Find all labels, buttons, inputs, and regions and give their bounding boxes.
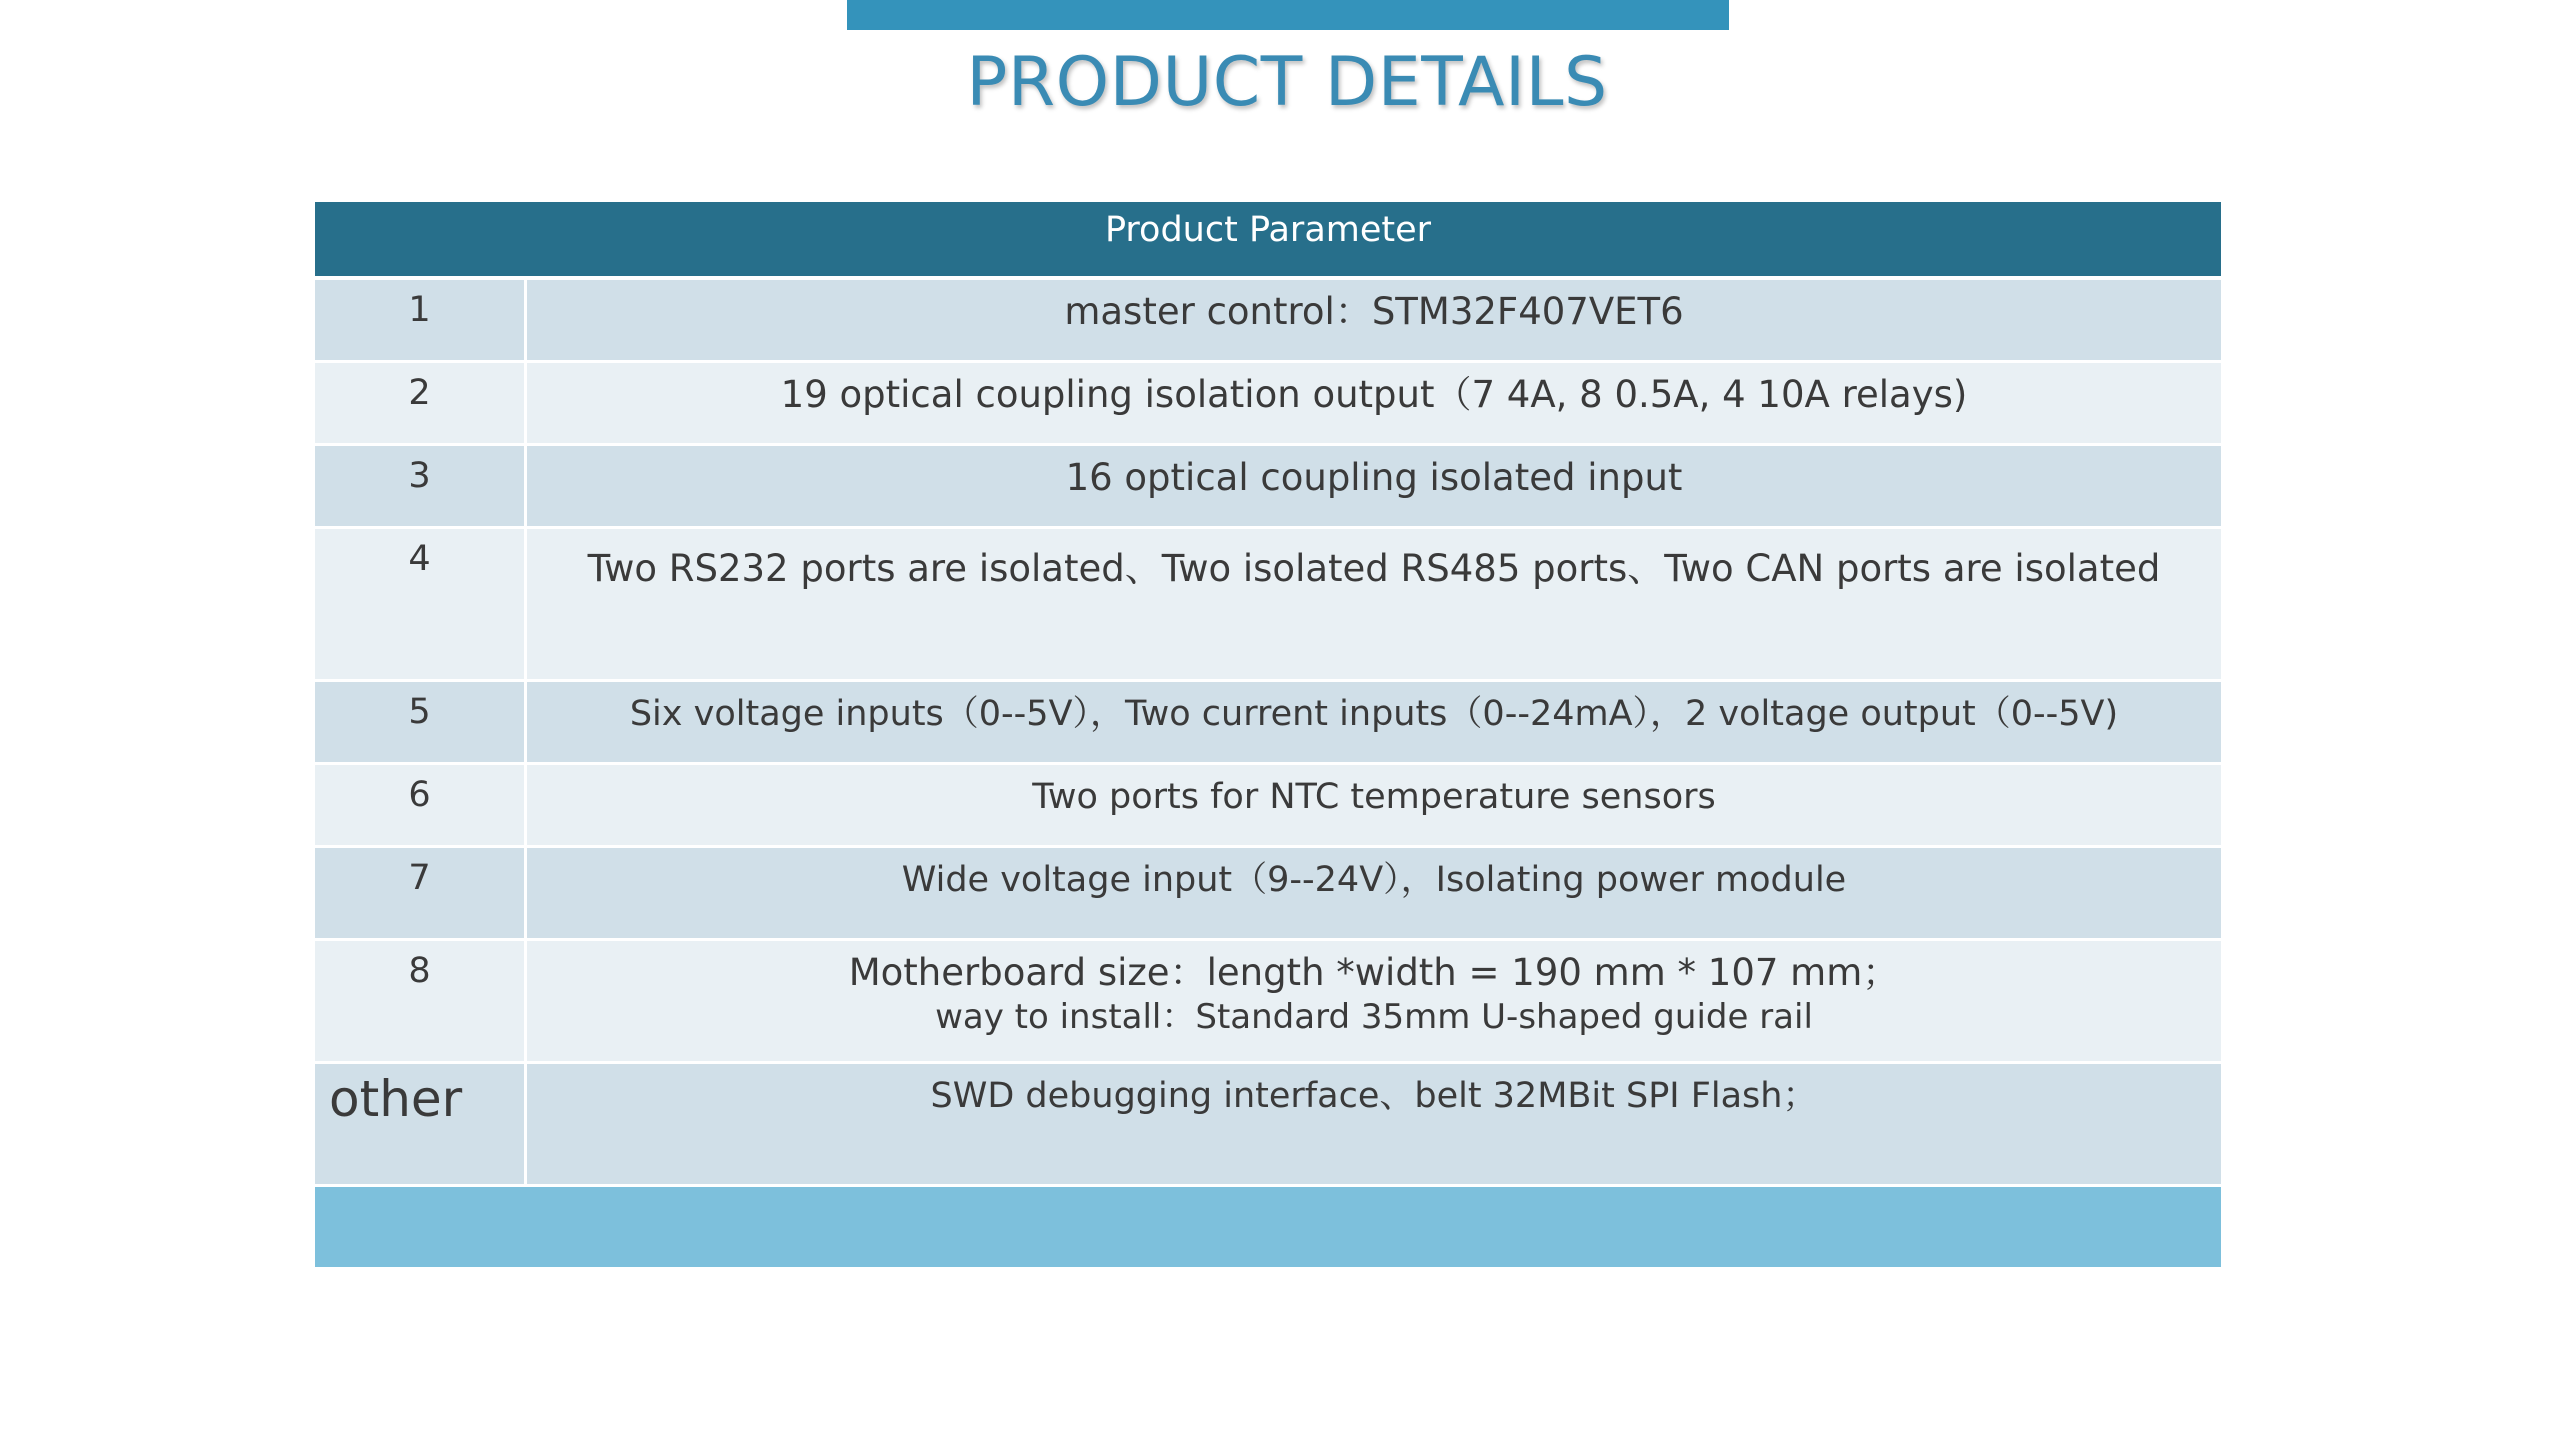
row-number: 3: [315, 446, 527, 526]
table-row: [315, 363, 2221, 446]
table-row: [315, 848, 2221, 941]
row-text-line-1: Motherboard size：length *width = 190 mm * 107 mm；: [848, 951, 1900, 994]
table-footer-bar: [315, 1187, 2221, 1267]
row-text: master control：STM32F407VET6: [1064, 290, 1684, 333]
row-number: 5: [315, 682, 527, 762]
row-text: Two ports for NTC temperature sensors: [1032, 777, 1716, 817]
row-number: other: [315, 1064, 527, 1184]
row-text: Wide voltage input（9--24V），Isolating power module: [901, 860, 1847, 900]
row-text: 16 optical coupling isolated input: [1065, 456, 1683, 499]
row-number: 2: [315, 363, 527, 443]
table-row: [315, 446, 2221, 529]
row-number: 1: [315, 280, 527, 360]
row-number: 4: [315, 529, 527, 679]
table-row: [315, 529, 2221, 682]
row-number: 7: [315, 848, 527, 938]
table-row: [315, 941, 2221, 1064]
table-header: Product Parameter: [315, 202, 2221, 280]
top-accent-bar: [847, 0, 1729, 30]
table-row: [315, 1064, 2221, 1187]
row-text: SWD debugging interface、belt 32MBit SPI Flash；: [930, 1076, 1818, 1116]
row-text: 19 optical coupling isolation output（7 4A, 8 0.5A, 4 10A relays): [780, 373, 1968, 416]
table-row: [315, 682, 2221, 765]
product-parameter-table: [315, 202, 2221, 1267]
row-text: Two RS232 ports are isolated、Two isolated RS485 ports、Two CAN ports are isolated: [587, 547, 2161, 590]
row-number: 8: [315, 941, 527, 1061]
row-number: 6: [315, 765, 527, 845]
table-row: [315, 765, 2221, 848]
row-text: Six voltage inputs（0--5V），Two current inputs（0--24mA），2 voltage output（0--5V): [629, 694, 2119, 734]
row-text: [527, 941, 2221, 1061]
page-title: PRODUCT DETAILS: [966, 43, 1608, 122]
table-row: [315, 280, 2221, 363]
row-text-line-2: way to install：Standard 35mm U-shaped guide rail: [935, 997, 1813, 1037]
